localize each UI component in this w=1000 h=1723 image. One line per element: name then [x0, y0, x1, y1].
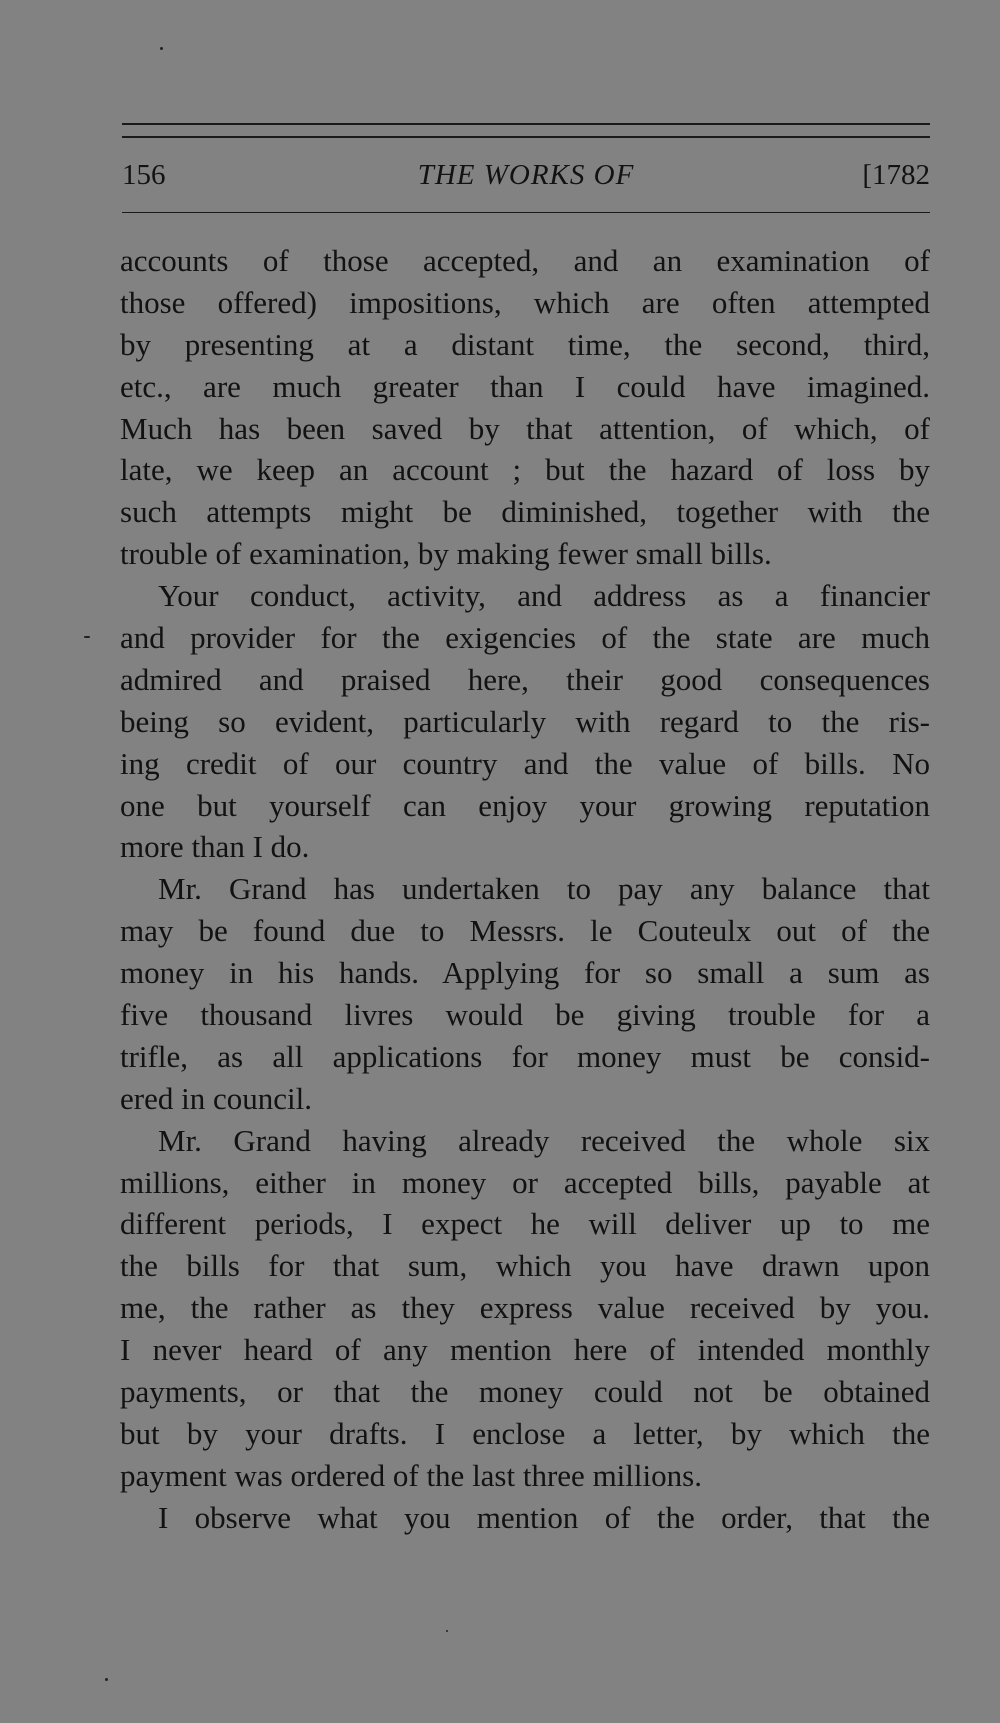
- text-line: more than I do.: [120, 829, 310, 865]
- text-line: different periods, I expect he will deliver up to me: [120, 1206, 930, 1242]
- running-year: [1782: [862, 159, 930, 191]
- text-line: money in his hands. Applying for so small a sum as: [120, 955, 930, 991]
- text-line: millions, either in money or accepted bills, payable at: [120, 1164, 930, 1200]
- text-line: five thousand livres would be giving trouble for a: [120, 997, 930, 1033]
- text-line: such attempts might be diminished, together with the: [120, 494, 930, 530]
- text-line: ered in council.: [120, 1080, 312, 1116]
- header-rule-bottom: [122, 212, 930, 213]
- scan-speck: [84, 636, 90, 638]
- text-line: one but yourself can enjoy your growing reputation: [120, 787, 930, 823]
- running-title: THE WORKS OF: [417, 159, 635, 191]
- text-line: I observe what you mention of the order, that the: [158, 1499, 930, 1535]
- text-line: trouble of examination, by making fewer small bills.: [120, 536, 772, 572]
- text-line: admired and praised here, their good consequences: [120, 661, 930, 697]
- paragraph: [120, 1120, 930, 1497]
- text-line: being so evident, particularly with regard to the ris-: [120, 703, 930, 739]
- text-line: me, the rather as they express value received by you.: [120, 1290, 930, 1326]
- text-line: but by your drafts. I enclose a letter, by which the: [120, 1415, 930, 1451]
- body-text: [120, 240, 930, 1539]
- text-line: those offered) impositions, which are often attempted: [120, 284, 930, 320]
- running-head: [122, 155, 930, 195]
- text-line: etc., are much greater than I could have imagined.: [120, 368, 930, 404]
- text-line: and provider for the exigencies of the state are much: [120, 620, 930, 656]
- text-line: may be found due to Messrs. le Couteulx out of the: [120, 913, 930, 949]
- text-line: Mr. Grand having already received the whole six: [158, 1122, 930, 1158]
- text-line: payment was ordered of the last three millions.: [120, 1457, 702, 1493]
- scan-speck: [105, 1678, 108, 1681]
- text-line: Your conduct, activity, and address as a financier: [158, 578, 930, 614]
- text-line: late, we keep an account ; but the hazard of loss by: [120, 452, 930, 488]
- paragraph: [120, 868, 930, 1119]
- page-number: 156: [122, 159, 166, 191]
- text-line: I never heard of any mention here of intended monthly: [120, 1332, 930, 1368]
- text-line: payments, or that the money could not be obtained: [120, 1374, 930, 1410]
- scan-speck: [160, 47, 163, 50]
- paragraph: [120, 575, 930, 868]
- scan-speck: [446, 1630, 448, 1632]
- paragraph: [120, 240, 930, 575]
- header-rule-top: [122, 123, 930, 125]
- text-line: ing credit of our country and the value of bills. No: [120, 745, 930, 781]
- header-rule-second: [122, 136, 930, 138]
- text-line: trifle, as all applications for money must be consid-: [120, 1038, 930, 1074]
- text-line: accounts of those accepted, and an examination of: [120, 243, 930, 278]
- text-line: by presenting at a distant time, the second, third,: [120, 326, 930, 362]
- text-line: the bills for that sum, which you have drawn upon: [120, 1248, 930, 1284]
- text-line: Much has been saved by that attention, of which, of: [120, 410, 930, 446]
- paragraph: [120, 1497, 930, 1539]
- text-line: Mr. Grand has undertaken to pay any balance that: [158, 871, 930, 907]
